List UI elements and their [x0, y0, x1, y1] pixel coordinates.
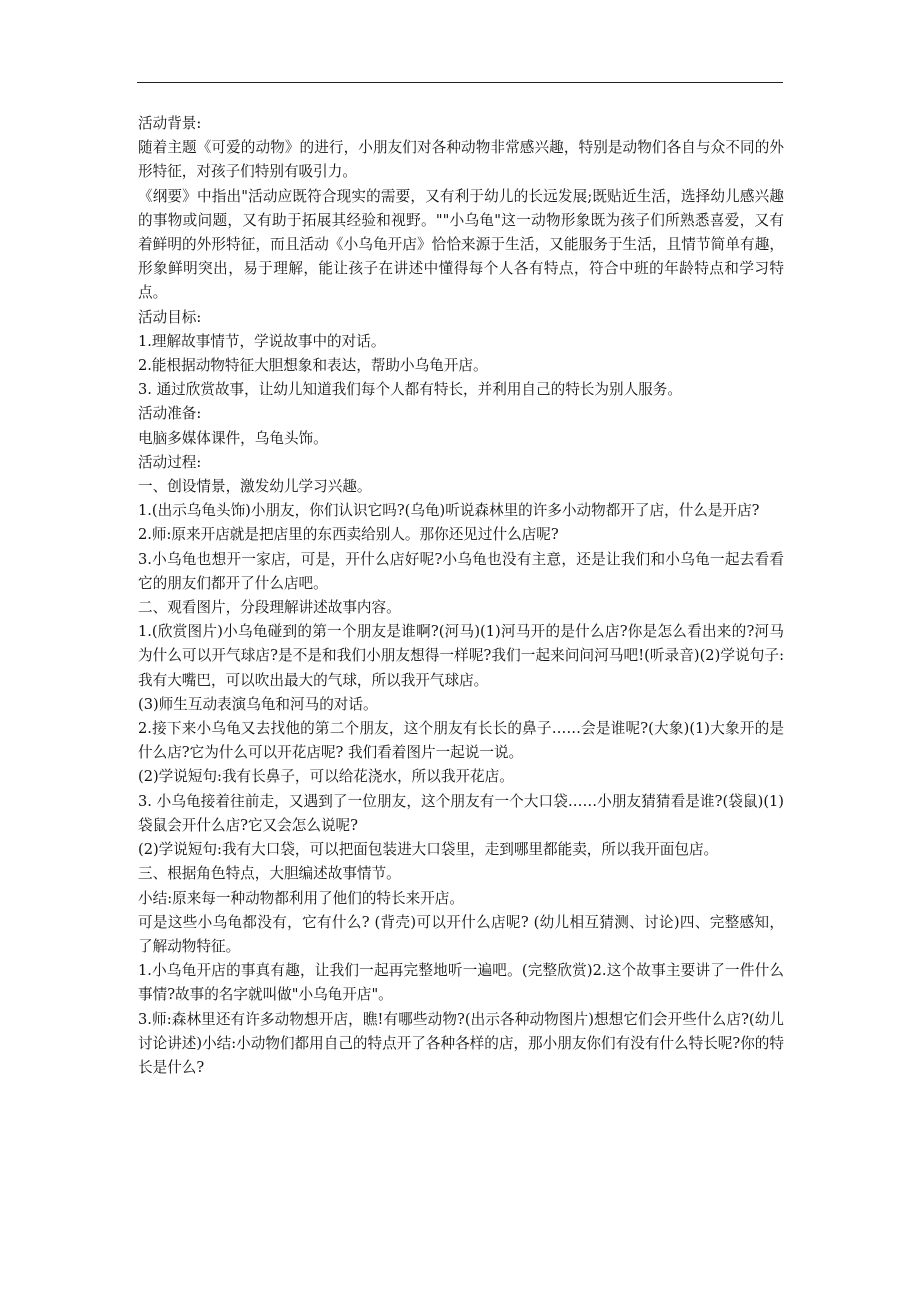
section-heading: 三、根据角色特点，大胆编述故事情节。 — [138, 865, 401, 883]
paragraph: 《纲要》中指出"活动应既符合现实的需要，又有利于幼儿的长远发展;既贴近生活，选择幼儿感兴趣的事物或问题，又有助于拓展其经验和视野。""小乌龟"这一动物形象既为孩子们所熟悉喜爱，又有着鲜明的外形特征，而且活动《小乌龟开店》恰恰来源于生活，又能服务于生活，且情节简单有趣，形象鲜明突出，易于理解，能让孩子在讲述中懂得每个人各有特点，符合中班的年龄特点和学习特点。 — [138, 187, 784, 302]
list-item: (2)学说短句:我有大口袋，可以把面包装进大口袋里，走到哪里都能卖，所以我开面包店。 — [138, 841, 719, 859]
paragraph: 随着主题《可爱的动物》的进行，小朋友们对各种动物非常感兴趣，特别是动物们各自与众不同的外形特征，对孩子们特别有吸引力。 — [138, 139, 784, 181]
section-heading: 二、观看图片，分段理解讲述故事内容。 — [138, 599, 401, 617]
list-item: 1.(欣赏图片)小乌龟碰到的第一个朋友是谁啊?(河马)(1)河马开的是什么店?你是怎么看出来的?河马为什么可以开气球店?是不是和我们小朋友想得一样呢?我们一起来问问河马吧!(听录音)(2)学说句子:我有大嘴巴，可以吹出最大的气球，所以我开气球店。 — [138, 623, 784, 689]
list-item: 3. 通过欣赏故事，让幼儿知道我们每个人都有特长，并利用自己的特长为别人服务。 — [138, 381, 682, 399]
list-item: 3. 小乌龟接着往前走，又遇到了一位朋友，这个朋友有一个大口袋……小朋友猜猜看是谁?(袋鼠)(1)袋鼠会开什么店?它又会怎么说呢? — [138, 792, 784, 834]
section-heading: 一、创设情景，激发幼儿学习兴趣。 — [138, 478, 372, 496]
heading-background: 活动背景: — [138, 115, 202, 132]
list-item: (3)师生互动表演乌龟和河马的对话。 — [138, 695, 378, 713]
list-item: 2.能根据动物特征大胆想象和表达，帮助小乌龟开店。 — [138, 357, 488, 375]
document-body — [138, 112, 784, 1080]
paragraph: 小结:原来每一种动物都利用了他们的特长来开店。 — [138, 889, 464, 907]
list-item: 1.小乌龟开店的事真有趣，让我们一起再完整地听一遍吧。(完整欣赏)2.这个故事主要讲了一件什么事情?故事的名字就叫做"小乌龟开店"。 — [138, 962, 784, 1004]
list-item: 3.师:森林里还有许多动物想开店，瞧!有哪些动物?(出示各种动物图片)想想它们会开些什么店?(幼儿讨论讲述)小结:小动物们都用自己的特点开了各种各样的店，那小朋友你们有没有什么特长呢?你的特长是什么? — [138, 1010, 784, 1076]
paragraph: 可是这些小乌龟都没有，它有什么? (背壳)可以开什么店呢? (幼儿相互猜测、讨论)四、完整感知，了解动物特征。 — [138, 913, 784, 955]
list-item: 2.师:原来开店就是把店里的东西卖给别人。那你还见过什么店呢? — [138, 526, 559, 544]
list-item: (2)学说短句:我有长鼻子，可以给花浇水，所以我开花店。 — [138, 768, 514, 786]
header-rule — [137, 82, 783, 83]
list-item: 1.(出示乌龟头饰)小朋友，你们认识它吗?(乌龟)听说森林里的许多小动物都开了店，什么是开店? — [138, 502, 760, 520]
heading-goals: 活动目标: — [138, 308, 202, 326]
heading-preparation: 活动准备: — [138, 405, 202, 423]
paragraph: 电脑多媒体课件，乌龟头饰。 — [138, 429, 328, 447]
heading-process: 活动过程: — [138, 453, 202, 471]
list-item: 1.理解故事情节，学说故事中的对话。 — [138, 332, 386, 350]
list-item: 3.小乌龟也想开一家店，可是，开什么店好呢?小乌龟也没有主意，还是让我们和小乌龟一起去看看它的朋友们都开了什么店吧。 — [138, 550, 784, 592]
list-item: 2.接下来小乌龟又去找他的第二个朋友，这个朋友有长长的鼻子……会是谁呢?(大象)(1)大象开的是什么店?它为什么可以开花店呢? 我们看着图片一起说一说。 — [138, 720, 784, 762]
